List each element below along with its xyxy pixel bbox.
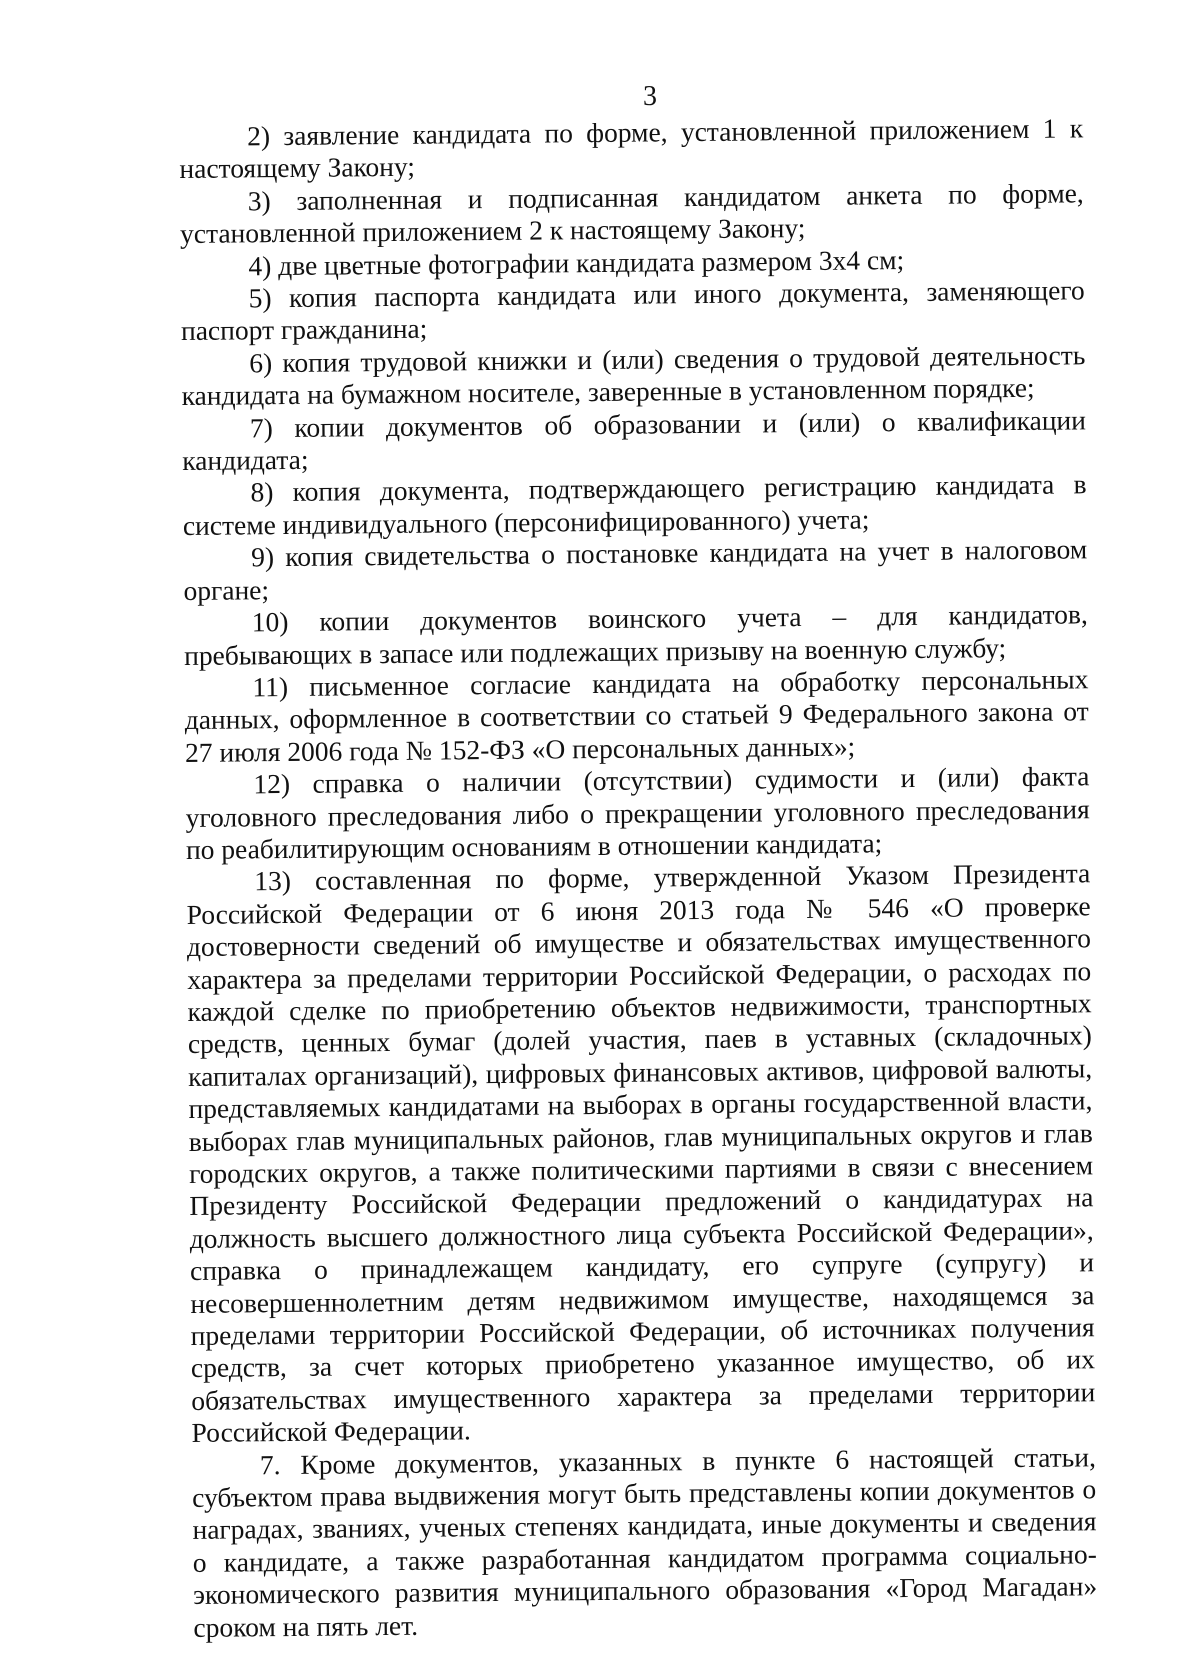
- clause-7-paragraph: 7. Кроме документов, указанных в пункте 6 настоящей статьи, субъектом права выдвижения могут быть представлены копии документов о наградах, званиях, ученых степенях кандидата, иные документы и сведения о кандидате, а также разработанная кандидатом программа социально-экономического развития муниципального образования «Город Магадан» сроком на пять лет.: [192, 1440, 1098, 1643]
- list-item-7: 7) копии документов об образовании и (или) о квалификации кандидата;: [182, 403, 1087, 477]
- list-item-8: 8) копия документа, подтверждающего регистрацию кандидата в системе индивидуального (персонифицированного) учета;: [182, 468, 1087, 541]
- list-item-13: 13) составленная по форме, утвержденной Указом Президента Российской Федерации от 6 июня 2013 года № 546 «О проверке достоверности сведений об имуществе и обязательствах имущественного характера за пределами территории Российской Федерации, о расходах по каждой сделке по приобретению объектов недвижимости, транспортных средств, ценных бумаг (долей участия, паев в уставных (складочных) капиталах организаций), цифровых финансовых активов, цифровой валюты, представляемых кандидатами на выборах в органы государственной власти, выборах глав муниципальных районов, глав муниципальных округов и глав городских округов, а также политическими партиями в связи с внесением Президенту Российской Федерации предложений о кандидатурах на должность высшего должностного лица субъекта Российской Федерации», справка о принадлежащем кандидату, его супруге (супругу) и несовершеннолетним детям недвижимом имуществе, находящемся за пределами территории Российской Федерации, об источниках получения средств, за счет которых приобретено указанное имущество, об их обязательствах имущественного характера за пределами территории Российской Федерации.: [186, 857, 1096, 1449]
- list-item-10: 10) копии документов воинского учета – для кандидатов, пребывающих в запасе или подлежащих призыву на военную службу;: [183, 598, 1088, 671]
- list-item-9: 9) копия свидетельства о постановке кандидата на учет в налоговом органе;: [183, 533, 1088, 606]
- list-item-2: 2) заявление кандидата по форме, установленной приложением 1 к настоящему Закону;: [179, 112, 1084, 185]
- document-body: [179, 112, 1098, 1644]
- list-item-3: 3) заполненная и подписанная кандидатом анкета по форме, установленной приложением 2 к настоящему Закону;: [179, 177, 1084, 250]
- list-item-5: 5) копия паспорта кандидата или иного документа, заменяющего паспорт гражданина;: [180, 274, 1085, 347]
- list-item-11: 11) письменное согласие кандидата на обработку персональных данных, оформленное в соответствии со статьей 9 Федерального закона от 27 июля 2006 года № 152-ФЗ «О персональных данных»;: [184, 663, 1089, 768]
- list-item-12: 12) справка о наличии (отсутствии) судимости и (или) факта уголовного преследования либо о прекращении уголовного преследования по реабилитирующим основаниям в отношении кандидата;: [185, 760, 1090, 865]
- page-number: 3: [643, 81, 657, 112]
- list-item-4: 4) две цветные фотографии кандидата размером 3х4 см;: [248, 243, 905, 281]
- list-item-6: 6) копия трудовой книжки и (или) сведения о трудовой деятельность кандидата на бумажном носителе, заверенные в установленном порядке;: [181, 339, 1086, 412]
